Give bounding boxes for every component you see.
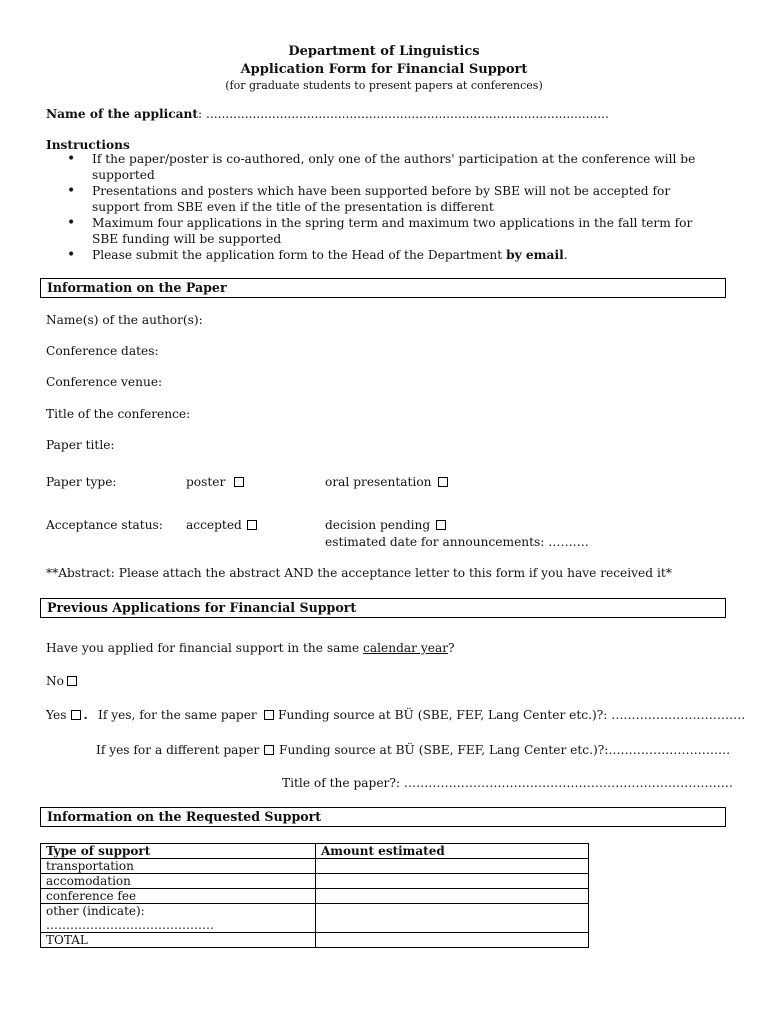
table-row: [41, 904, 589, 933]
applicant-name-line[interactable]: [46, 107, 609, 121]
previous-section-heading: Previous Applications for Financial Support: [47, 600, 357, 615]
department-title: Department of Linguistics: [288, 44, 480, 59]
funding-source-2[interactable]: Funding source at BÜ (SBE, FEF, Lang Center etc.)?:…………………………: [279, 743, 731, 757]
instructions-list: [46, 151, 716, 263]
paper-section-header: [40, 278, 726, 298]
col-type-header: Type of support: [41, 844, 316, 859]
no-label: No: [46, 674, 65, 688]
support-section-heading: Information on the Requested Support: [47, 809, 322, 824]
instruction-item: • If the paper/poster is co-authored, only one of the authors' participation at the conference will be supported: [46, 151, 716, 183]
amount-cell[interactable]: [316, 933, 589, 948]
form-subtitle: (for graduate students to present papers at conferences): [225, 79, 543, 92]
accepted-label: accepted: [186, 518, 242, 532]
acceptance-status-label: Acceptance status:: [46, 518, 163, 532]
amount-cell[interactable]: [316, 889, 589, 904]
yes-same-paper-option[interactable]: [98, 708, 274, 722]
applicant-dots: : ........................................................................................................: [198, 107, 609, 121]
poster-option[interactable]: [186, 475, 244, 489]
yes-option[interactable]: Yes .: [46, 708, 88, 722]
instruction-bold: by email: [506, 248, 564, 262]
previous-section-header: [40, 598, 726, 618]
oral-checkbox[interactable]: [438, 477, 448, 487]
amount-cell[interactable]: [316, 859, 589, 874]
question-suffix: ?: [448, 641, 455, 655]
previous-question: [46, 641, 455, 655]
paper-title-question[interactable]: Title of the paper?: ………………………………………………………………………: [282, 776, 733, 790]
question-prefix: Have you applied for financial support in the same: [46, 641, 364, 655]
poster-checkbox[interactable]: [234, 477, 244, 487]
conference-venue-label: Conference venue:: [46, 375, 163, 389]
no-option[interactable]: [46, 674, 77, 688]
no-checkbox[interactable]: [67, 676, 77, 686]
support-type-cell: accomodation: [41, 874, 316, 889]
applicant-label: Name of the applicant: [46, 107, 199, 121]
yes-diff-paper-option[interactable]: [96, 743, 274, 757]
conference-dates-label: Conference dates:: [46, 344, 159, 358]
accepted-checkbox[interactable]: [247, 520, 257, 530]
yes-same-label: If yes, for the same paper: [98, 708, 257, 722]
same-paper-checkbox[interactable]: [264, 710, 274, 720]
funding-source-1[interactable]: Funding source at BÜ (SBE, FEF, Lang Center etc.)?: ……………………………: [278, 708, 746, 722]
support-type-cell: TOTAL: [41, 933, 316, 948]
pending-label: decision pending: [325, 518, 431, 532]
estimated-date-line[interactable]: estimated date for announcements: ……….: [325, 535, 589, 549]
yes-diff-label: If yes for a different paper: [96, 743, 260, 757]
conference-title-label: Title of the conference:: [46, 407, 191, 421]
oral-option[interactable]: [325, 475, 448, 489]
paper-title-label: Paper title:: [46, 438, 115, 452]
question-underlined: calendar year: [363, 641, 449, 655]
abstract-note: **Abstract: Please attach the abstract AND the acceptance letter to this form if you have received it*: [46, 566, 672, 580]
col-amount-header: Amount estimated: [316, 844, 589, 859]
paper-type-label: Paper type:: [46, 475, 117, 489]
authors-label: Name(s) of the author(s):: [46, 313, 203, 327]
form-title: Application Form for Financial Support: [240, 62, 528, 77]
instruction-item: [46, 247, 716, 263]
support-table: [40, 843, 589, 948]
table-row: [41, 874, 589, 889]
support-type-cell: transportation: [41, 859, 316, 874]
table-header-row: [41, 844, 589, 859]
pending-option[interactable]: [325, 518, 446, 532]
yes-label: Yes: [46, 708, 67, 722]
diff-paper-checkbox[interactable]: [264, 745, 274, 755]
pending-checkbox[interactable]: [436, 520, 446, 530]
table-row: [41, 933, 589, 948]
table-row: [41, 889, 589, 904]
amount-cell[interactable]: [316, 874, 589, 889]
instruction-prefix: Please submit the application form to the Head of the Department: [92, 248, 507, 262]
oral-label: oral presentation: [325, 475, 432, 489]
instruction-suffix: .: [563, 248, 568, 262]
amount-cell[interactable]: [316, 904, 589, 933]
instruction-item: • Presentations and posters which have been supported before by SBE will not be accepted for support from SBE even if the title of the presentation is different: [46, 183, 716, 215]
table-row: [41, 859, 589, 874]
poster-label: poster: [186, 475, 226, 489]
instruction-item: • Maximum four applications in the spring term and maximum two applications in the fall term for SBE funding will be supported: [46, 215, 716, 247]
support-type-cell: conference fee: [41, 889, 316, 904]
support-section-header: [40, 807, 726, 827]
accepted-option[interactable]: [186, 518, 257, 532]
instructions-heading: Instructions: [46, 138, 130, 152]
yes-checkbox[interactable]: [71, 710, 81, 720]
paper-section-heading: Information on the Paper: [47, 280, 227, 295]
support-type-cell[interactable]: other (indicate): ……………………………………: [41, 904, 316, 933]
